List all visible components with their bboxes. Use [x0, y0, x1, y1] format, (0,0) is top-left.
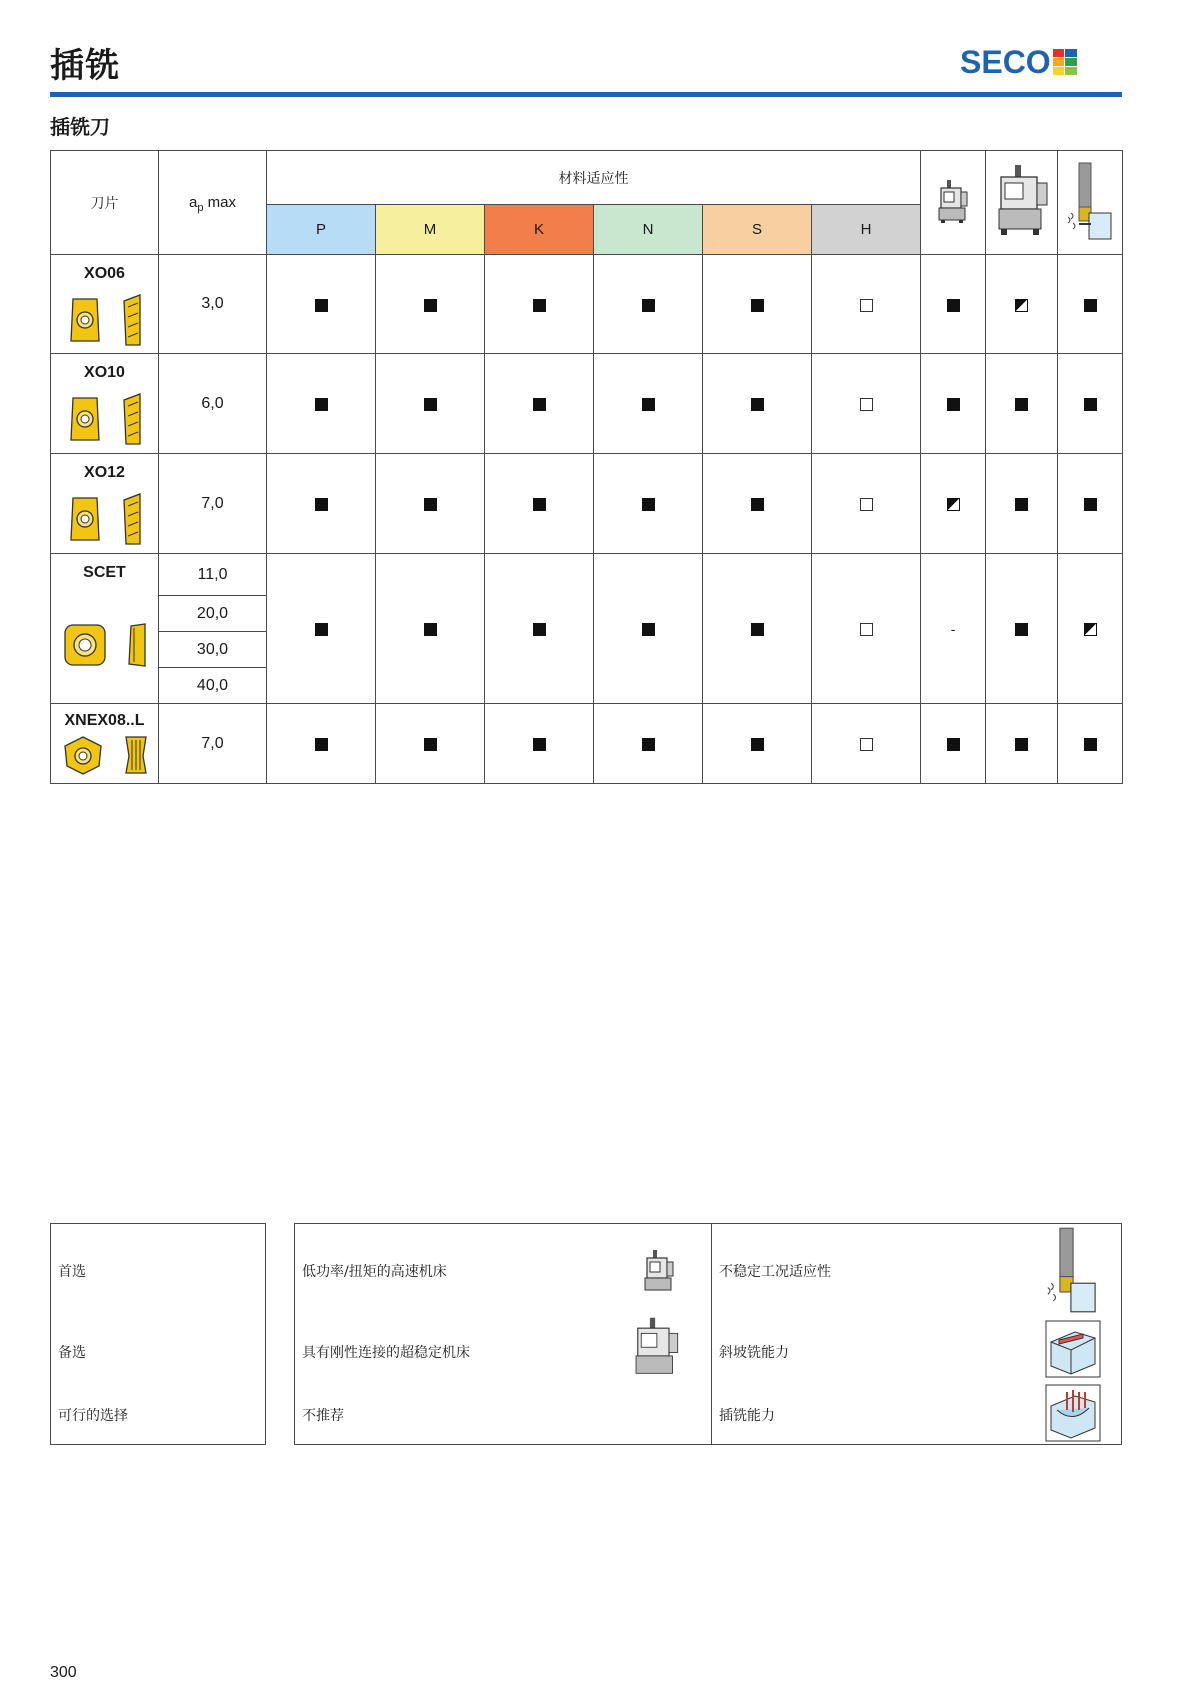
- insert-name: XO10: [84, 364, 125, 381]
- mark-not-recommended: -: [950, 621, 956, 637]
- mark-possible: [860, 738, 873, 751]
- ap-value: 7,0: [159, 704, 267, 784]
- mark-alternative: [1015, 299, 1028, 312]
- mark-preferred: [642, 498, 655, 511]
- ap-value: 3,0: [159, 255, 267, 354]
- mark-preferred: [315, 623, 328, 636]
- insert-cell: [51, 704, 159, 784]
- insert-cell: [51, 255, 159, 354]
- legend-possible: 可行的选择: [58, 1408, 128, 1424]
- mark-alternative: [947, 498, 960, 511]
- material-compatibility-table: [50, 150, 1123, 784]
- mark-preferred: [947, 398, 960, 411]
- table-row: [51, 255, 1123, 354]
- table-row: [51, 354, 1123, 454]
- machine-small-icon: [639, 1248, 679, 1294]
- mark-preferred: [533, 623, 546, 636]
- header-ap-max: $a_p$ max: [159, 151, 267, 255]
- mark-preferred: [751, 498, 764, 511]
- page-number: 300: [50, 1664, 77, 1681]
- insert-side-icon: [120, 492, 142, 546]
- mark-preferred: [315, 398, 328, 411]
- insert-top-icon: [62, 622, 108, 668]
- header-machine-small: [921, 151, 986, 255]
- legend-unstable-conditions: 不稳定工况适应性: [719, 1264, 831, 1280]
- material-p: P: [267, 205, 376, 255]
- mark-possible: [860, 299, 873, 312]
- header-insert: 刀片: [51, 151, 159, 255]
- mark-preferred: [533, 398, 546, 411]
- unstable-conditions-icon: [1065, 161, 1115, 241]
- ap-value: 30,0: [159, 632, 267, 668]
- insert-name: XO12: [84, 464, 125, 481]
- title-rule: [50, 92, 1122, 97]
- mark-preferred: [315, 299, 328, 312]
- mark-preferred: [424, 398, 437, 411]
- legend-plunging: 插铣能力: [719, 1408, 775, 1424]
- mark-preferred: [533, 498, 546, 511]
- mark-preferred: [751, 738, 764, 751]
- mark-preferred: [1084, 738, 1097, 751]
- mark-preferred: [642, 738, 655, 751]
- mark-preferred: [751, 398, 764, 411]
- mark-preferred: [751, 623, 764, 636]
- logo-mark-icon: [1053, 49, 1077, 75]
- header-material-group: 材料适应性: [267, 151, 921, 205]
- ap-value: 6,0: [159, 354, 267, 454]
- mark-preferred: [1015, 738, 1028, 751]
- insert-cell: [51, 454, 159, 554]
- machine-large-icon: [995, 163, 1049, 239]
- material-m: M: [376, 205, 485, 255]
- material-s: S: [703, 205, 812, 255]
- seco-logo: [960, 42, 1077, 82]
- legend-features-box: [294, 1223, 1122, 1445]
- material-h: H: [812, 205, 921, 255]
- legend-not-recommended: 不推荐: [302, 1408, 344, 1424]
- mark-preferred: [1015, 498, 1028, 511]
- mark-preferred: [751, 299, 764, 312]
- mark-preferred: [315, 498, 328, 511]
- page-title: 插铣: [50, 46, 120, 86]
- legend-alternative: 备选: [58, 1345, 86, 1361]
- insert-top-icon: [68, 494, 102, 544]
- mark-preferred: [1084, 498, 1097, 511]
- insert-side-icon: [120, 392, 142, 446]
- insert-cell: [51, 554, 159, 704]
- ap-value: 11,0: [159, 554, 267, 596]
- mark-possible: [860, 398, 873, 411]
- insert-side-icon: [120, 293, 142, 347]
- mark-preferred: [642, 623, 655, 636]
- insert-name: XO06: [84, 265, 125, 282]
- machine-small-icon: [933, 178, 973, 224]
- mark-preferred: [533, 738, 546, 751]
- mark-possible: [860, 623, 873, 636]
- legend-divider: [711, 1224, 712, 1444]
- ap-value: 20,0: [159, 596, 267, 632]
- insert-side-icon: [123, 734, 149, 776]
- header-machine-large: [986, 151, 1058, 255]
- legend-symbols-box: [50, 1223, 266, 1445]
- legend-preferred: 首选: [58, 1264, 86, 1280]
- insert-side-icon: [126, 622, 148, 668]
- insert-top-icon: [68, 295, 102, 345]
- table-row: [51, 554, 1123, 596]
- legend-stable-machine: 具有刚性连接的超稳定机床: [302, 1345, 470, 1361]
- insert-top-icon: [61, 734, 105, 776]
- table-row: [51, 454, 1123, 554]
- unstable-conditions-icon: [1043, 1226, 1101, 1314]
- mark-preferred: [947, 738, 960, 751]
- mark-preferred: [424, 498, 437, 511]
- mark-preferred: [1015, 623, 1028, 636]
- insert-top-icon: [68, 394, 102, 444]
- mark-preferred: [424, 299, 437, 312]
- mark-alternative: [1084, 623, 1097, 636]
- mark-preferred: [315, 738, 328, 751]
- mark-preferred: [642, 398, 655, 411]
- mark-preferred: [533, 299, 546, 312]
- mark-preferred: [1015, 398, 1028, 411]
- ap-value: 7,0: [159, 454, 267, 554]
- ap-value: 40,0: [159, 668, 267, 704]
- insert-name: XNEX08..L: [64, 712, 145, 729]
- machine-large-icon: [631, 1316, 681, 1382]
- mark-preferred: [947, 299, 960, 312]
- plunging-icon: [1045, 1384, 1101, 1442]
- material-n: N: [594, 205, 703, 255]
- ramping-icon: [1045, 1320, 1101, 1378]
- mark-preferred: [1084, 299, 1097, 312]
- table-row: [51, 704, 1123, 784]
- section-subtitle: 插铣刀: [50, 115, 110, 139]
- mark-preferred: [424, 623, 437, 636]
- insert-cell: [51, 354, 159, 454]
- logo-text: SECO: [960, 43, 1051, 80]
- mark-preferred: [1084, 398, 1097, 411]
- legend-high-speed-machine: 低功率/扭矩的高速机床: [302, 1264, 447, 1280]
- material-k: K: [485, 205, 594, 255]
- header-unstable: [1058, 151, 1123, 255]
- insert-name: SCET: [83, 564, 126, 581]
- mark-possible: [860, 498, 873, 511]
- mark-preferred: [642, 299, 655, 312]
- mark-preferred: [424, 738, 437, 751]
- legend-ramping: 斜坡铣能力: [719, 1345, 789, 1361]
